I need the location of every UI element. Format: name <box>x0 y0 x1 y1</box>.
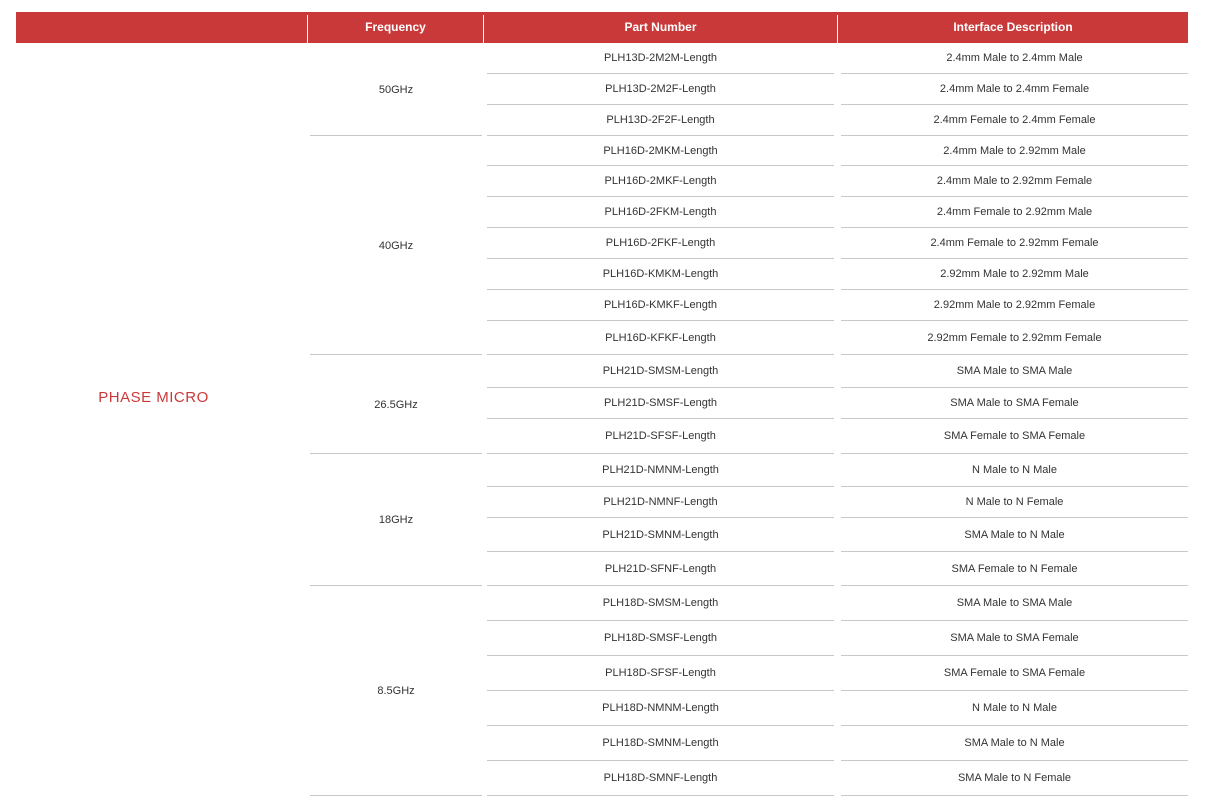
interface-description-cell: 2.92mm Female to 2.92mm Female <box>927 331 1102 344</box>
interface-description-cell: SMA Male to SMA Female <box>950 632 1079 644</box>
frequency-divider <box>310 795 482 796</box>
frequency-cell: 40GHz <box>378 239 414 252</box>
part-number-cell: PLH16D-2MKF-Length <box>604 175 717 187</box>
table-row <box>0 419 1206 454</box>
part-number-cell: PLH16D-KMKM-Length <box>602 268 719 280</box>
header-part-number: Part Number <box>624 20 697 34</box>
interface-description-cell: 2.92mm Male to 2.92mm Male <box>940 268 1089 280</box>
part-number-cell: PLH13D-2F2F-Length <box>606 114 715 126</box>
interface-description-cell: 2.4mm Male to 2.4mm Female <box>939 83 1090 95</box>
interface-description-cell: SMA Male to SMA Male <box>956 365 1073 377</box>
table-row <box>0 621 1206 656</box>
table-row <box>0 105 1206 136</box>
row-divider <box>841 795 1188 796</box>
table-row <box>0 228 1206 259</box>
part-number-cell: PLH21D-SMSM-Length <box>602 365 719 377</box>
part-number-cell: PLH21D-NMNF-Length <box>603 496 718 508</box>
table-row <box>0 43 1206 74</box>
table-row <box>0 355 1206 388</box>
interface-description-cell: N Male to N Male <box>972 464 1057 476</box>
table-row <box>0 518 1206 552</box>
header-divider <box>837 15 838 43</box>
table-row <box>0 761 1206 796</box>
interface-description-cell: SMA Male to SMA Female <box>950 397 1079 409</box>
interface-description-cell: 2.4mm Female to 2.92mm Male <box>936 206 1093 218</box>
row-divider <box>487 795 834 796</box>
part-number-cell: PLH21D-SFSF-Length <box>605 430 716 442</box>
frequency-cell: 8.5GHz <box>377 685 415 697</box>
interface-description-cell: 2.92mm Male to 2.92mm Female <box>933 299 1096 311</box>
part-number-cell: PLH16D-KMKF-Length <box>603 299 718 311</box>
table-header <box>16 12 1188 43</box>
table-row <box>0 166 1206 197</box>
part-number-cell: PLH21D-SFNF-Length <box>604 562 717 575</box>
part-number-cell: PLH18D-SMSF-Length <box>603 632 718 644</box>
table-row <box>0 726 1206 761</box>
interface-description-cell: N Male to N Female <box>965 496 1064 508</box>
part-number-cell: PLH18D-SMNM-Length <box>602 737 719 749</box>
part-number-cell: PLH16D-KFKF-Length <box>605 331 716 344</box>
part-number-cell: PLH21D-SMSF-Length <box>603 397 718 409</box>
table-row <box>0 691 1206 726</box>
header-frequency: Frequency <box>365 20 426 34</box>
table-row <box>0 74 1206 105</box>
interface-description-cell: SMA Male to N Male <box>964 737 1065 749</box>
part-number-cell: PLH16D-2FKF-Length <box>605 237 716 249</box>
table-row <box>0 487 1206 518</box>
header-interface-description: Interface Description <box>953 20 1073 34</box>
interface-description-cell: 2.4mm Female to 2.92mm Female <box>930 237 1099 249</box>
header-divider <box>483 15 484 43</box>
table-row <box>0 552 1206 586</box>
table-row <box>0 259 1206 290</box>
interface-description-cell: SMA Male to N Female <box>957 772 1072 784</box>
part-number-cell: PLH18D-SMSM-Length <box>602 597 719 609</box>
interface-description-cell: 2.4mm Male to 2.92mm Male <box>943 144 1086 157</box>
part-number-cell: PLH21D-SMNM-Length <box>602 528 719 541</box>
part-number-cell: PLH18D-SFSF-Length <box>605 667 716 679</box>
table-row <box>0 321 1206 355</box>
interface-description-cell: 2.4mm Female to 2.4mm Female <box>933 114 1096 126</box>
frequency-cell: 50GHz <box>378 83 414 96</box>
interface-description-cell: SMA Female to SMA Female <box>943 667 1086 679</box>
part-number-cell: PLH16D-2MKM-Length <box>603 144 718 157</box>
interface-description-cell: SMA Female to SMA Female <box>943 430 1086 442</box>
interface-description-cell: 2.4mm Male to 2.92mm Female <box>936 175 1093 187</box>
part-number-cell: PLH21D-NMNM-Length <box>602 464 719 476</box>
interface-description-cell: SMA Female to N Female <box>951 562 1078 575</box>
frequency-cell: 26.5GHz <box>374 398 418 411</box>
table-row <box>0 136 1206 166</box>
part-number-cell: PLH13D-2M2M-Length <box>603 52 718 64</box>
part-number-cell: PLH18D-NMNM-Length <box>602 702 719 714</box>
brand-name: PHASE MICRO <box>98 389 209 406</box>
table-row <box>0 197 1206 228</box>
part-number-cell: PLH18D-SMNF-Length <box>603 772 718 784</box>
interface-description-cell: SMA Male to SMA Male <box>956 597 1073 609</box>
interface-description-cell: SMA Male to N Male <box>964 528 1065 541</box>
interface-description-cell: N Male to N Male <box>972 702 1057 714</box>
header-divider <box>307 15 308 43</box>
table-row <box>0 454 1206 487</box>
frequency-cell: 18GHz <box>378 514 414 526</box>
table-row <box>0 586 1206 621</box>
interface-description-cell: 2.4mm Male to 2.4mm Male <box>946 52 1083 64</box>
part-number-cell: PLH13D-2M2F-Length <box>605 83 716 95</box>
part-number-cell: PLH16D-2FKM-Length <box>604 206 717 218</box>
table-row <box>0 656 1206 691</box>
table-row <box>0 290 1206 321</box>
table-row <box>0 388 1206 419</box>
